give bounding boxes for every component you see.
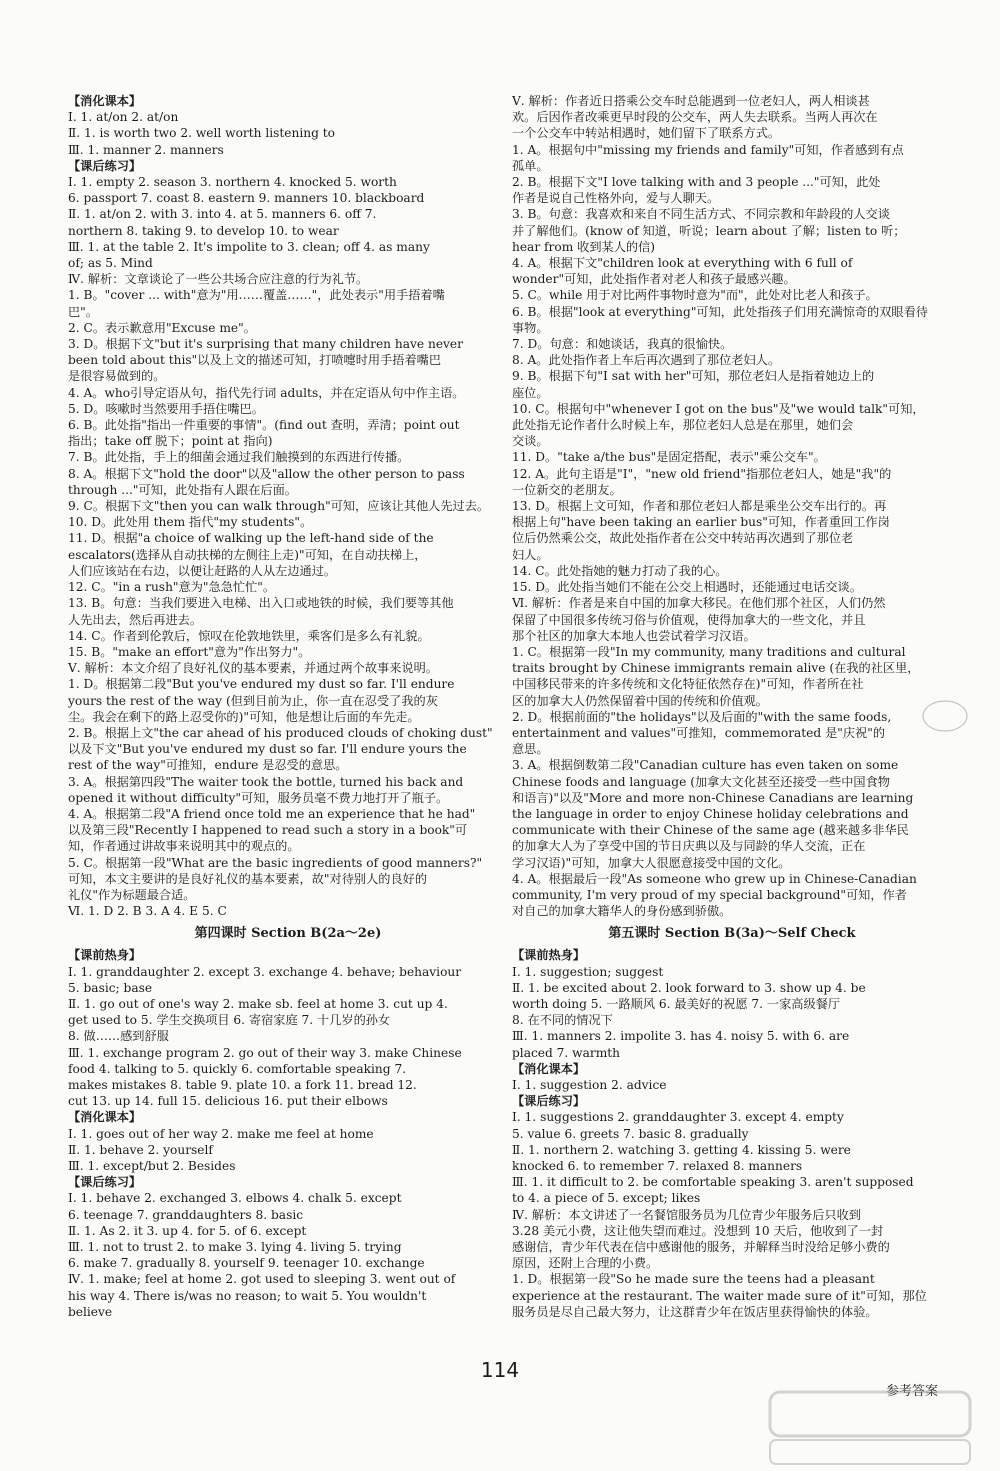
answer-line: rest of the way"可推知，endure 是忍受的意思。 — [68, 758, 348, 773]
answer-line: 7. D。句意：和她谈话，我真的很愉快。 — [512, 337, 733, 352]
answer-line: Ⅱ. 1. go out of one's way 2. make sb. feel at home 3. cut up 4. — [68, 996, 448, 1011]
answer-line: Ⅳ. 解析：本文讲述了一名餐馆服务员为几位青少年服务后只收到 — [512, 1207, 861, 1222]
answer-line: 9. C。根据下文"then you can walk through"可知，应该让其他人先过去。 — [68, 499, 490, 514]
answer-line: Ⅱ. 1. at/on 2. with 3. into 4. at 5. manners 6. off 7. — [68, 207, 377, 222]
answer-line: 位后仍然乘公交，故此处指作者在公交中转站再次遇到了那位老 — [512, 531, 854, 546]
section-heading: 【消化课本】 — [512, 1061, 586, 1076]
answer-line: 14. C。此处指她的魅力打动了我的心。 — [512, 563, 728, 578]
answer-line: 尘。我会在剩下的路上忍受你的)"可知，他是想让后面的车先走。 — [68, 709, 420, 724]
answer-line: northern 8. taking 9. to develop 10. to wear — [68, 223, 339, 238]
answer-line: 2. D。根据前面的"the holidays"以及后面的"with the same foods, — [512, 709, 892, 724]
answer-line: 的加拿大人为了享受中国的节日庆典以及与同龄的华人交流，正在 — [512, 839, 866, 854]
page-number: 114 — [480, 1358, 520, 1382]
answer-line: 1. B。"cover ... with"意为"用……覆盖……"，此处表示"用手捂着嘴 — [68, 288, 445, 303]
answer-line: 8. A。根据下文"hold the door"以及"allow the other person to pass — [68, 466, 465, 481]
answer-line: 6. passport 7. coast 8. eastern 9. manners 10. blackboard — [68, 191, 425, 206]
answer-line: 5. C。根据第一段"What are the basic ingredients of good manners?" — [68, 855, 483, 870]
answer-line: 15. D。此处指当她们不能在公交上相遇时，还能通过电话交谈。 — [512, 580, 862, 595]
answer-line: Ⅲ. 1. manner 2. manners — [68, 142, 224, 157]
section-heading: 【消化课本】 — [68, 1110, 142, 1125]
answer-line: Ⅰ. 1. behave 2. exchanged 3. elbows 4. chalk 5. except — [68, 1191, 402, 1206]
answer-line: 人们应该站在右边，以便让赶路的人从左边通过。 — [68, 563, 337, 578]
answer-line: 8. 做……感到舒服 — [68, 1029, 169, 1044]
answer-line: knocked 6. to remember 7. relaxed 8. manners — [512, 1159, 803, 1173]
answer-line: 区的加拿大人仍然保留着中国的传统和价值观。 — [512, 693, 768, 708]
answer-line: 9. B。根据下句"I sat with her"可知，那位老妇人是指着她边上的 — [512, 369, 875, 384]
answer-line: his way 4. There is/was no reason; to wait 5. You wouldn't — [68, 1288, 427, 1303]
answer-line: 3. D。根据下文"but it's surprising that many children have never — [68, 337, 463, 352]
answer-line: Ⅰ. 1. suggestion; suggest — [512, 964, 664, 979]
answer-line: Ⅲ. 1. at the table 2. It's impolite to 3. clean; off 4. as many — [68, 239, 430, 254]
answer-line: 12. A。此句主语是"I"，"new old friend"指那位老妇人，她是"我"的 — [512, 466, 892, 481]
answer-line: 是很容易做到的。 — [68, 369, 166, 384]
answer-line: 保留了中国很多传统习俗与价值观，使得加拿大的一些文化，并且 — [512, 612, 866, 627]
answer-line: Ⅵ. 1. D 2. B 3. A 4. E 5. C — [68, 904, 227, 919]
answer-line: 并了解他们。(know of 知道，听说；learn about 了解；listen to 听； — [512, 223, 906, 238]
answer-line: 15. B。"make an effort"意为"作出努力"。 — [68, 644, 311, 659]
answer-line: 6. teenage 7. granddaughters 8. basic — [68, 1207, 304, 1222]
answer-line: 礼仪"作为标题最合适。 — [68, 887, 196, 902]
answer-line: placed 7. warmth — [512, 1045, 621, 1060]
answer-line: 11. D。根据"a choice of walking up the left-hand side of the — [68, 531, 434, 546]
answer-line: 14. C。作者到伦敦后，惊叹在伦敦地铁里，乘客们是多么有礼貌。 — [68, 628, 430, 643]
answer-line: Ⅰ. 1. goes out of her way 2. make me feel at home — [68, 1126, 374, 1141]
answer-line: 1. D。根据第二段"But you've endured my dust so far. I'll endure — [68, 677, 455, 692]
left-column — [68, 93, 508, 1320]
answer-line: 1. C。根据第一段"In my community, many traditions and cultural — [512, 644, 906, 659]
answer-line: makes mistakes 8. table 9. plate 10. a fork 11. bread 12. — [68, 1077, 417, 1092]
section-heading: 【课前热身】 — [512, 948, 586, 963]
answer-line: 原因，还附上合理的小费。 — [512, 1256, 659, 1271]
answer-line: 6. B。根据"look at everything"可知，此处指孩子们用充满惊奇的双眼看待 — [512, 304, 928, 319]
answer-line: 4. A。who引导定语从句，指代先行词 adults，并在定语从句中作主语。 — [68, 385, 465, 400]
section-heading: 【课后练习】 — [512, 1094, 586, 1109]
answer-line: yours the rest of the way (但到目前为止，你一直在忍受了我的灰 — [68, 693, 438, 708]
answer-line: 一位新交的老朋友。 — [512, 482, 622, 497]
answer-line: to 4. a piece of 5. except; likes — [512, 1191, 701, 1206]
answer-line: 1. A。根据句中"missing my friends and family"可知，作者感到有点 — [512, 142, 904, 157]
answer-line: 事物。 — [512, 320, 549, 335]
answer-line: Ⅲ. 1. manners 2. impolite 3. has 4. noisy 5. with 6. are — [512, 1029, 850, 1044]
answer-line: 13. D。根据上文可知，作者和那位老妇人都是乘坐公交车出行的。再 — [512, 499, 887, 514]
answer-line: 11. D。"take a/the bus"是固定搭配，表示"乘公交车"。 — [512, 450, 826, 465]
answer-line: 人先出去，然后再进去。 — [68, 612, 203, 627]
answer-line: 孤单。 — [512, 158, 549, 173]
answer-line: community, I'm very proud of my special background"可知，作者 — [512, 887, 907, 902]
answer-line: 1. D。根据第一段"So he made sure the teens had a pleasant — [512, 1272, 875, 1287]
answer-line: opened it without difficulty"可知，服务员毫不费力地打开了瓶子。 — [68, 790, 449, 805]
answer-line: 7. B。此处指，手上的细菌会通过我们触摸到的东西进行传播。 — [68, 450, 410, 465]
answer-line: 欢。后因作者改乘更早时段的公交车，两人失去联系。当两人再次在 — [512, 110, 878, 125]
answer-line: 妇人。 — [512, 547, 549, 562]
answer-line: 知，作者通过讲故事来说明其中的观点的。 — [68, 839, 300, 854]
section-title: 第四课时 Section B(2a～2e) — [194, 926, 382, 942]
answer-line: 学习汉语)"可知，加拿大人很愿意接受中国的文化。 — [512, 855, 791, 870]
answer-line: 那个社区的加拿大本地人也尝试着学习汉语。 — [512, 628, 756, 643]
answer-line: Ⅲ. 1. not to trust 2. to make 3. lying 4. living 5. trying — [68, 1240, 402, 1255]
answer-line: Ⅱ. 1. northern 2. watching 3. getting 4. kissing 5. were — [512, 1142, 851, 1157]
answer-line: 4. A。根据第二段"A friend once told me an experience that he had" — [68, 806, 476, 821]
answer-line: 一个公交车中转站相遇时，她们留下了联系方式。 — [512, 126, 781, 141]
answer-line: 5. C。while 用于对比两件事物时意为"而"，此处对比老人和孩子。 — [512, 288, 878, 303]
answer-line: 可知，本文主要讲的是良好礼仪的基本要素，故"对待别人的良好的 — [68, 871, 428, 886]
answer-line: 以及下文"But you've endured my dust so far. I'll endure yours the — [68, 742, 467, 757]
answer-line: experience at the restaurant. The waiter made sure of it"可知，那位 — [512, 1288, 927, 1303]
answer-line: 中国移民带来的许多传统和文化特征依然存在)"可知，作者所在社 — [512, 677, 864, 692]
section-heading: 【课前热身】 — [68, 948, 142, 963]
answer-line: 此处指无论作者什么时候上车，那位老妇人总是在那里，她们会 — [512, 418, 854, 433]
answer-line: Ⅴ. 解析：作者近日搭乘公交车时总能遇到一位老妇人，两人相谈甚 — [512, 94, 870, 108]
answer-line: 8. 在不同的情况下 — [512, 1013, 613, 1028]
answer-line: 6. make 7. gradually 8. yourself 9. teenager 10. exchange — [68, 1256, 425, 1271]
answer-line: 2. C。表示歉意用"Excuse me"。 — [68, 320, 256, 335]
answer-line: 3. B。句意：我喜欢和来自不同生活方式、不同宗教和年龄段的人交谈 — [512, 207, 890, 222]
answer-line: get used to 5. 学生交换项目 6. 寄宿家庭 7. 十几岁的孙女 — [68, 1013, 391, 1028]
stamp-mark — [920, 696, 970, 736]
answer-line: 指出；take off 脱下；point at 指向) — [68, 434, 273, 449]
answer-line: Ⅱ. 1. As 2. it 3. up 4. for 5. of 6. except — [68, 1223, 307, 1238]
answer-line: 5. basic; base — [68, 980, 153, 995]
answer-line: Ⅲ. 1. it difficult to 2. be comfortable speaking 3. aren't supposed — [512, 1175, 914, 1190]
answer-line: been told about this"以及上文的描述可知，打喷嚏时用手捂着嘴巴 — [68, 353, 442, 368]
section-heading: 【课后练习】 — [68, 158, 142, 173]
watermark-logo — [768, 1388, 978, 1468]
answer-line: Ⅰ. 1. suggestions 2. granddaughter 3. except 4. empty — [512, 1110, 844, 1125]
section-heading: 【消化课本】 — [68, 94, 142, 108]
answer-line: 3. A。根据倒数第二段"Canadian culture has even taken on some — [512, 758, 899, 773]
answer-line: 6. B。此处指"指出一件重要的事情"。(find out 查明，弄清；point out — [68, 418, 460, 433]
answer-line: through ..."可知，此处指有人跟在后面。 — [68, 482, 297, 497]
answer-line: of; as 5. Mind — [68, 256, 153, 271]
answer-line: 4. A。根据最后一段"As someone who grew up in Chinese-Canadian — [512, 871, 917, 886]
answer-line: Ⅵ. 解析：作者是来自中国的加拿大移民。在他们那个社区，人们仍然 — [512, 596, 886, 611]
answer-line: 13. B。句意：当我们要进入电梯、出入口或地铁的时候，我们要等其他 — [68, 596, 454, 611]
answer-line: Ⅲ. 1. except/but 2. Besides — [68, 1159, 236, 1173]
answer-line: Ⅰ. 1. suggestion 2. advice — [512, 1077, 667, 1092]
answer-line: 根据上句"have been taking an earlier bus"可知，作者重回工作岗 — [512, 515, 890, 530]
answer-line: 感谢信，青少年代表在信中感谢他的服务，并解释当时没给足够小费的 — [512, 1240, 890, 1255]
answer-line: 12. C。"in a rush"意为"急急忙忙"。 — [68, 580, 276, 595]
answer-line: Ⅲ. 1. exchange program 2. go out of their way 3. make Chinese — [68, 1045, 462, 1060]
answer-line: Ⅴ. 解析：本文介绍了良好礼仪的基本要素，并通过两个故事来说明。 — [68, 661, 438, 676]
answer-line: 8. A。此处指作者上车后再次遇到了那位老妇人。 — [512, 353, 781, 368]
answer-line: 5. value 6. greets 7. basic 8. gradually — [512, 1126, 749, 1141]
answer-line: food 4. talking to 5. quickly 6. comfortable speaking 7. — [68, 1061, 407, 1076]
answer-line: 意思。 — [512, 742, 549, 757]
right-column — [512, 93, 952, 1320]
answer-line: wonder"可知，此处指作者对老人和孩子最感兴趣。 — [512, 272, 796, 287]
answer-line: 服务员是尽自己最大努力，让这群青少年在饭店里获得愉快的体验。 — [512, 1304, 878, 1319]
answer-line: 3. A。根据第四段"The waiter took the bottle, turned his back and — [68, 774, 464, 789]
answer-line: traits brought by Chinese immigrants remain alive (在我的社区里， — [512, 661, 920, 676]
answer-line: hear from 收到某人的信) — [512, 239, 656, 254]
answer-line: believe — [68, 1304, 113, 1319]
answer-line: 2. B。根据下文"I love talking with and 3 people ..."可知，此处 — [512, 175, 881, 190]
answer-line: 3.28 美元小费，这让他失望而难过。没想到 10 天后，他收到了一封 — [512, 1223, 884, 1238]
answer-line: Ⅰ. 1. empty 2. season 3. northern 4. knocked 5. worth — [68, 175, 397, 190]
answer-line: 交谈。 — [512, 434, 549, 449]
answer-line: 2. B。根据上文"the car ahead of his produced clouds of choking dust" — [68, 725, 493, 740]
answer-line: 座位。 — [512, 385, 549, 400]
answer-line: 4. A。根据下文"children look at everything with 6 full of — [512, 256, 853, 271]
section-heading: 【课后练习】 — [68, 1175, 142, 1190]
answer-line: 巴"。 — [68, 304, 98, 319]
section-title: 第五课时 Section B(3a)～Self Check — [608, 926, 856, 942]
answer-line: 作者是说自己性格外向，爱与人聊天。 — [512, 191, 720, 206]
answer-line: 10. C。根据句中"whenever I got on the bus"及"we would talk"可知， — [512, 401, 925, 416]
answer-line: escalators(选择从自动扶梯的左侧往上走)"可知，在自动扶梯上， — [68, 547, 427, 562]
answer-line: cut 13. up 14. full 15. delicious 16. put their elbows — [68, 1094, 388, 1109]
answer-line: 和语言)"以及"More and more non-Chinese Canadians are learning — [512, 790, 914, 805]
answer-line: worth doing 5. 一路顺风 6. 最美好的祝愿 7. 一家高级餐厅 — [512, 996, 841, 1011]
answer-line: Ⅱ. 1. behave 2. yourself — [68, 1142, 213, 1157]
answer-line: 对自己的加拿大籍华人的身份感到骄傲。 — [512, 904, 732, 919]
answer-line: Chinese foods and language (加拿大文化甚至还接受一些中国食物 — [512, 774, 890, 789]
answer-line: Ⅱ. 1. is worth two 2. well worth listening to — [68, 126, 336, 141]
footer-label: 参考答案 — [885, 1384, 938, 1399]
answer-line: communicate with their Chinese of the same age (越来越多非华民 — [512, 823, 909, 838]
answer-line: 5. D。咳嗽时当然要用手捂住嘴巴。 — [68, 401, 264, 416]
answer-line: Ⅳ. 1. make; feel at home 2. got used to sleeping 3. went out of — [68, 1272, 456, 1287]
answer-line: 10. D。此处用 them 指代"my students"。 — [68, 515, 313, 530]
answer-line: Ⅱ. 1. be excited about 2. look forward to 3. show up 4. be — [512, 980, 866, 995]
answer-line: Ⅰ. 1. granddaughter 2. except 3. exchange 4. behave; behaviour — [68, 964, 462, 979]
answer-line: Ⅰ. 1. at/on 2. at/on — [68, 110, 179, 125]
answer-line: Ⅳ. 解析：文章谈论了一些公共场合应注意的行为礼节。 — [68, 272, 369, 287]
answer-line: 以及第三段"Recently I happened to read such a story in a book"可 — [68, 823, 468, 838]
answer-line: the language in order to enjoy Chinese holiday celebrations and — [512, 806, 909, 821]
answer-line: entertainment and values"可推知，commemorated 是"庆祝"的 — [512, 725, 886, 740]
